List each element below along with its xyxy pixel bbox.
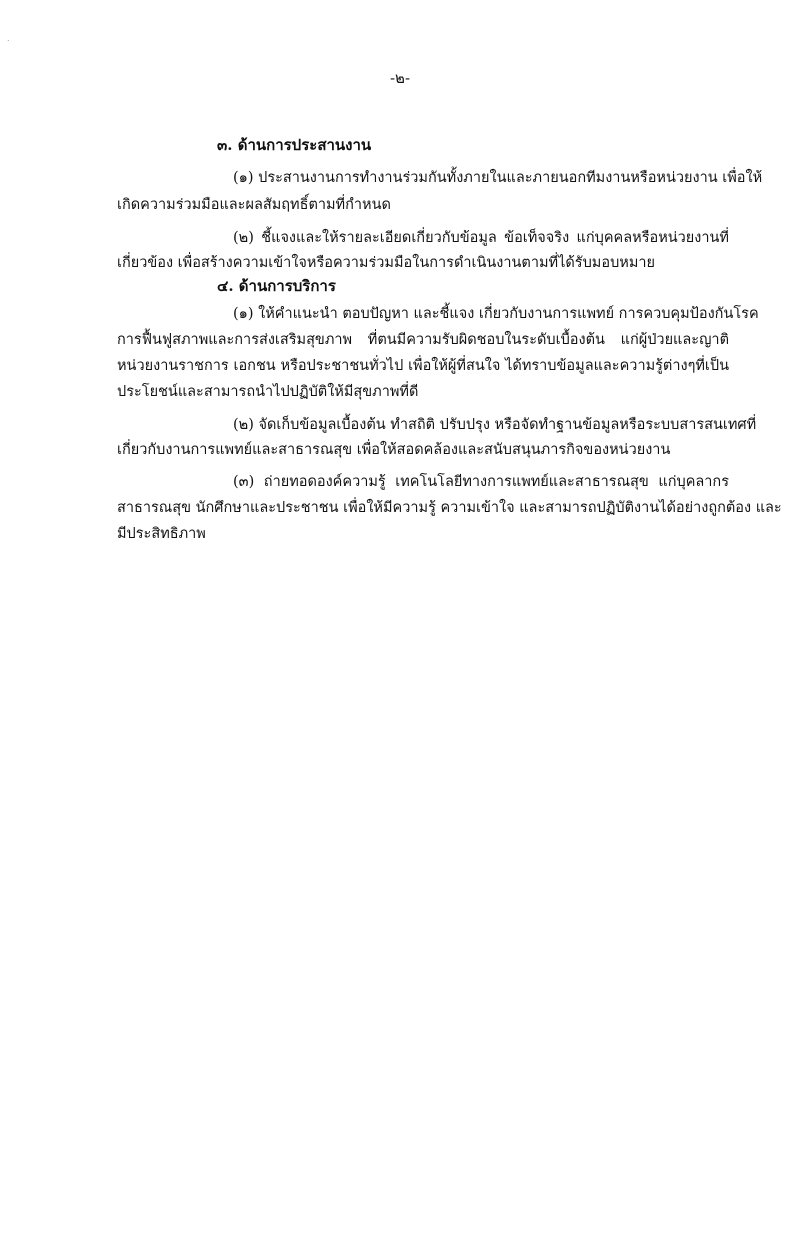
page-number: -๒- [389, 69, 411, 87]
service-item-1-line-1: (๑) ให้คำแนะนำ ตอบปัญหา และชี้แจง เกี่ยวกับงานการแพทย์ การควบคุมป้องกันโรค [233, 306, 759, 322]
service-item-1-line-3: หน่วยงานราชการ เอกชน หรือประชาชนทั่วไป เพื่อให้ผู้ที่สนใจ ได้ทราบข้อมูลและความรู้ต่างๆที่เป็น [117, 358, 729, 374]
coordination-item-2-line-1: (๒) ชี้แจงและให้รายละเอียดเกี่ยวกับข้อมูล ข้อเท็จจริง แก่บุคคลหรือหน่วยงานที่ [233, 230, 729, 246]
coordination-item-1-line-1: (๑) ประสานงานการทำงานร่วมกันทั้งภายในและภายนอกทีมงานหรือหน่วยงาน เพื่อให้ [233, 170, 763, 186]
service-item-1-line-2: การฟื้นฟูสภาพและการส่งเสริมสุขภาพ ที่ตนมีความรับผิดชอบในระดับเบื้องต้น แก่ผู้ป่วยและญาติ [117, 332, 729, 348]
corner-mark: . [7, 34, 10, 43]
service-item-3-line-3: มีประสิทธิภาพ [117, 526, 206, 542]
service-item-2-line-1: (๒) จัดเก็บข้อมูลเบื้องต้น ทำสถิติ ปรับปรุง หรือจัดทำฐานข้อมูลหรือระบบสารสนเทศที่ [233, 417, 757, 433]
service-item-3-line-1: (๓) ถ่ายทอดองค์ความรู้ เทคโนโลยีทางการแพทย์และสาธารณสุข แก่บุคลากร [233, 474, 729, 490]
coordination-item-1-line-2: เกิดความร่วมมือและผลสัมฤทธิ์ตามที่กำหนด [117, 197, 391, 213]
service-item-2-line-2: เกี่ยวกับงานการแพทย์และสาธารณสุข เพื่อให้สอดคล้องและสนับสนุนภารกิจของหน่วยงาน [117, 442, 671, 458]
coordination-item-2-line-2: เกี่ยวข้อง เพื่อสร้างความเข้าใจหรือความร่วมมือในการดำเนินงานตามที่ได้รับมอบหมาย [117, 255, 656, 271]
section-heading-service: ๔. ด้านการบริการ [217, 277, 336, 295]
section-heading-coordination: ๓. ด้านการประสานงาน [217, 136, 372, 154]
service-item-1-line-4: ประโยชน์และสามารถนำไปปฏิบัติให้มีสุขภาพที่ดี [117, 384, 419, 400]
service-item-3-line-2: สาธารณสุข นักศึกษาและประชาชน เพื่อให้มีความรู้ ความเข้าใจ และสามารถปฏิบัติงานได้อย่างถูกต้อง และ [117, 500, 782, 516]
